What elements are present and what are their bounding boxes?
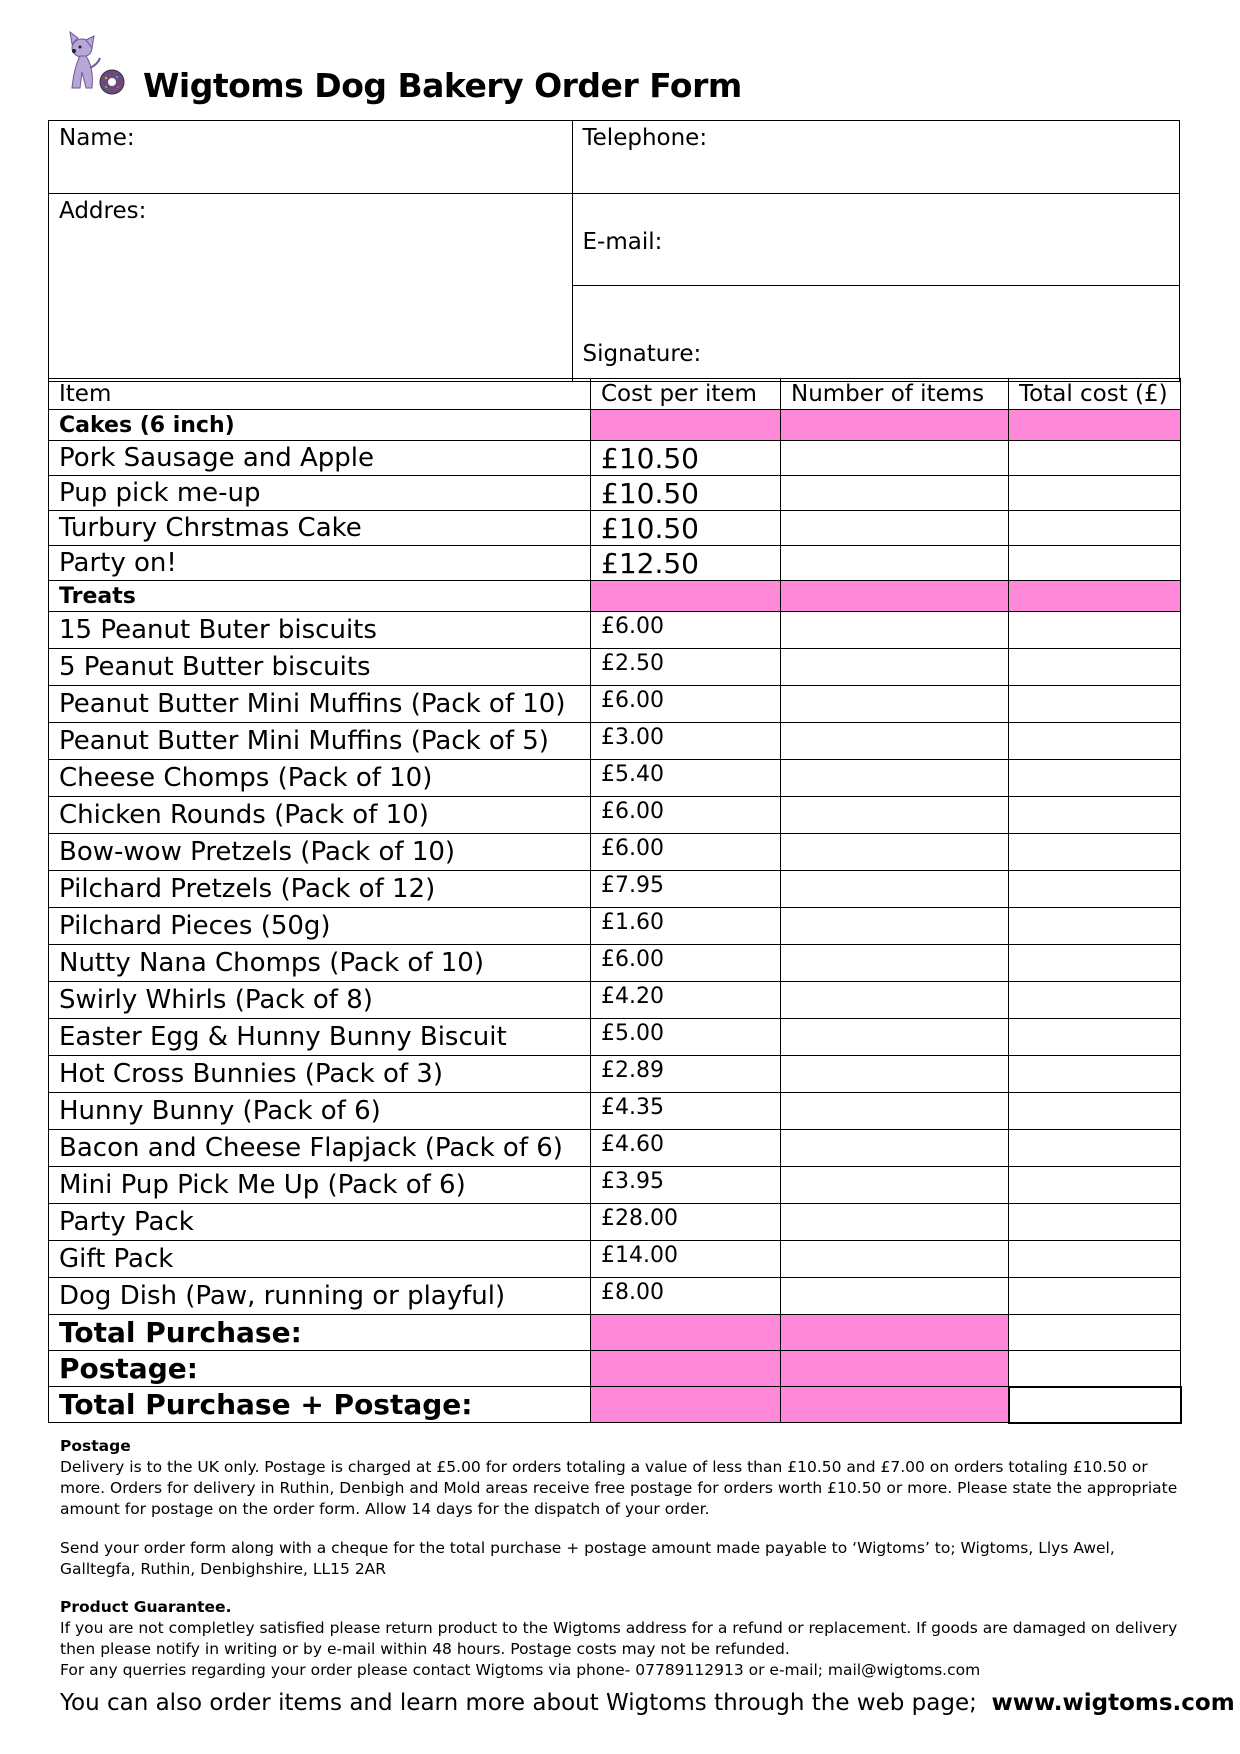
- item-price: £3.00: [591, 723, 781, 760]
- item-name: Pilchard Pretzels (Pack of 12): [49, 871, 591, 908]
- item-price: £5.40: [591, 760, 781, 797]
- postage-text: Delivery is to the UK only. Postage is charged at £5.00 for orders totaling a value of less than £10.50 and £7.00 on orders totaling £10.50 or more. Orders for delivery in Ruthin, Denbigh and Mold areas receive free postage for orders worth £10.50 or more. Please state the appropriate amount for postage on the order form. Allow 14 days for the dispatch of your order.: [60, 1458, 1178, 1518]
- totals-highlight-cell: [781, 1351, 1009, 1387]
- section-highlight-cell: [1009, 581, 1181, 612]
- total-cost-cell[interactable]: [1009, 612, 1181, 649]
- item-row: [49, 1167, 1181, 1204]
- total-cost-cell[interactable]: [1009, 441, 1181, 476]
- item-name: Gift Pack: [49, 1241, 591, 1278]
- total-cost-cell[interactable]: [1009, 686, 1181, 723]
- item-name: Pork Sausage and Apple: [49, 441, 591, 476]
- quantity-cell[interactable]: [781, 1093, 1009, 1130]
- quantity-cell[interactable]: [781, 686, 1009, 723]
- item-row: [49, 982, 1181, 1019]
- total-cost-cell[interactable]: [1009, 476, 1181, 511]
- guarantee-heading: Product Guarantee.: [60, 1598, 232, 1616]
- item-name: Turbury Chrstmas Cake: [49, 511, 591, 546]
- totals-highlight-cell: [591, 1315, 781, 1351]
- total-cost-cell[interactable]: [1009, 511, 1181, 546]
- guarantee-text: If you are not completley satisfied please return product to the Wigtoms address for a refund or replacement. If goods are damaged on delivery then please notify in writing or by e-mail within 48 hours. Postage costs may not be refunded.: [60, 1619, 1178, 1658]
- postage-section: [60, 1436, 1180, 1520]
- total-cost-cell[interactable]: [1009, 1167, 1181, 1204]
- item-name: Pilchard Pieces (50g): [49, 908, 591, 945]
- item-row: [49, 760, 1181, 797]
- total-cost-cell[interactable]: [1009, 1241, 1181, 1278]
- dog-logo-icon: [60, 28, 135, 98]
- item-row: [49, 908, 1181, 945]
- item-row: [49, 649, 1181, 686]
- item-name: 5 Peanut Butter biscuits: [49, 649, 591, 686]
- item-price: £10.50: [591, 511, 781, 546]
- column-header: Cost per item: [591, 379, 781, 410]
- item-row: [49, 871, 1181, 908]
- total-cost-cell[interactable]: [1009, 834, 1181, 871]
- item-price: £3.95: [591, 1167, 781, 1204]
- total-cost-cell[interactable]: [1009, 760, 1181, 797]
- signature-field[interactable]: [572, 286, 1179, 382]
- item-name: Party Pack: [49, 1204, 591, 1241]
- section-highlight-cell: [591, 581, 781, 612]
- column-header: Total cost (£): [1009, 379, 1181, 410]
- item-name: Hot Cross Bunnies (Pack of 3): [49, 1056, 591, 1093]
- name-label: Name:: [59, 125, 135, 151]
- total-cost-cell[interactable]: [1009, 908, 1181, 945]
- item-price: £6.00: [591, 797, 781, 834]
- item-name: Chicken Rounds (Pack of 10): [49, 797, 591, 834]
- item-name: Bow-wow Pretzels (Pack of 10): [49, 834, 591, 871]
- item-row: [49, 546, 1181, 581]
- item-price: £6.00: [591, 686, 781, 723]
- totals-row: [49, 1387, 1181, 1423]
- section-label: Treats: [49, 581, 591, 612]
- quantity-cell[interactable]: [781, 1130, 1009, 1167]
- quantity-cell[interactable]: [781, 441, 1009, 476]
- item-row: [49, 1019, 1181, 1056]
- totals-highlight-cell: [591, 1351, 781, 1387]
- queries-text: For any querries regarding your order please contact Wigtoms via phone- 07789112913 or e-mail; mail@wigtoms.com: [60, 1661, 981, 1679]
- item-name: Hunny Bunny (Pack of 6): [49, 1093, 591, 1130]
- item-name: Bacon and Cheese Flapjack (Pack of 6): [49, 1130, 591, 1167]
- quantity-cell[interactable]: [781, 1278, 1009, 1315]
- quantity-cell[interactable]: [781, 797, 1009, 834]
- item-row: [49, 1093, 1181, 1130]
- item-row: [49, 1278, 1181, 1315]
- item-price: £14.00: [591, 1241, 781, 1278]
- total-cost-cell[interactable]: [1009, 982, 1181, 1019]
- item-price: £4.60: [591, 1130, 781, 1167]
- item-name: Peanut Butter Mini Muffins (Pack of 10): [49, 686, 591, 723]
- totals-amount-cell[interactable]: [1009, 1387, 1181, 1423]
- totals-amount-cell[interactable]: [1009, 1315, 1181, 1351]
- item-row: [49, 612, 1181, 649]
- quantity-cell[interactable]: [781, 908, 1009, 945]
- item-price: £6.00: [591, 612, 781, 649]
- totals-row: [49, 1351, 1181, 1387]
- item-row: [49, 1204, 1181, 1241]
- item-price: £1.60: [591, 908, 781, 945]
- item-price: £2.50: [591, 649, 781, 686]
- item-row: [49, 1056, 1181, 1093]
- total-cost-cell[interactable]: [1009, 649, 1181, 686]
- web-order-line: [60, 1690, 1235, 1716]
- item-price: £10.50: [591, 441, 781, 476]
- item-name: Cheese Chomps (Pack of 10): [49, 760, 591, 797]
- section-label: Cakes (6 inch): [49, 410, 591, 441]
- item-name: Dog Dish (Paw, running or playful): [49, 1278, 591, 1315]
- total-cost-cell[interactable]: [1009, 945, 1181, 982]
- quantity-cell[interactable]: [781, 834, 1009, 871]
- item-price: £4.20: [591, 982, 781, 1019]
- quantity-cell[interactable]: [781, 982, 1009, 1019]
- total-cost-cell[interactable]: [1009, 1093, 1181, 1130]
- page-title: Wigtoms Dog Bakery Order Form: [143, 66, 742, 105]
- quantity-cell[interactable]: [781, 1204, 1009, 1241]
- item-row: [49, 511, 1181, 546]
- total-cost-cell[interactable]: [1009, 1278, 1181, 1315]
- order-table: [48, 378, 1182, 1424]
- item-row: [49, 476, 1181, 511]
- item-row: [49, 945, 1181, 982]
- totals-label: Postage:: [49, 1351, 591, 1387]
- totals-highlight-cell: [591, 1387, 781, 1423]
- send-instructions: Send your order form along with a cheque for the total purchase + postage amount made payable to ‘Wigtoms’ to; Wigtoms, Llys Awel, Galltegfa, Ruthin, Denbighshire, LL15 2AR: [60, 1539, 1115, 1578]
- item-row: [49, 834, 1181, 871]
- quantity-cell[interactable]: [781, 945, 1009, 982]
- email-field[interactable]: [572, 194, 1179, 286]
- item-price: £6.00: [591, 834, 781, 871]
- item-name: 15 Peanut Buter biscuits: [49, 612, 591, 649]
- section-highlight-cell: [1009, 410, 1181, 441]
- totals-label: Total Purchase + Postage:: [49, 1387, 591, 1423]
- item-row: [49, 686, 1181, 723]
- telephone-field[interactable]: [572, 121, 1179, 194]
- total-cost-cell[interactable]: [1009, 1130, 1181, 1167]
- quantity-cell[interactable]: [781, 476, 1009, 511]
- item-name: Pup pick me-up: [49, 476, 591, 511]
- contact-details-table: [48, 120, 1180, 382]
- name-field[interactable]: [49, 121, 573, 194]
- quantity-cell[interactable]: [781, 1019, 1009, 1056]
- item-row: [49, 797, 1181, 834]
- quantity-cell[interactable]: [781, 723, 1009, 760]
- item-price: £28.00: [591, 1204, 781, 1241]
- table-header-row: [49, 379, 1181, 410]
- total-cost-cell[interactable]: [1009, 797, 1181, 834]
- section-highlight-cell: [781, 581, 1009, 612]
- quantity-cell[interactable]: [781, 1056, 1009, 1093]
- item-row: [49, 723, 1181, 760]
- total-cost-cell[interactable]: [1009, 1019, 1181, 1056]
- web-url-link[interactable]: www.wigtoms.com: [991, 1690, 1235, 1716]
- totals-label: Total Purchase:: [49, 1315, 591, 1351]
- item-price: £7.95: [591, 871, 781, 908]
- section-row: [49, 410, 1181, 441]
- totals-row: [49, 1315, 1181, 1351]
- item-price: £10.50: [591, 476, 781, 511]
- totals-highlight-cell: [781, 1315, 1009, 1351]
- column-header: Number of items: [781, 379, 1009, 410]
- postage-heading: Postage: [60, 1437, 131, 1455]
- item-name: Party on!: [49, 546, 591, 581]
- total-cost-cell[interactable]: [1009, 546, 1181, 581]
- item-row: [49, 441, 1181, 476]
- item-price: £2.89: [591, 1056, 781, 1093]
- quantity-cell[interactable]: [781, 1241, 1009, 1278]
- item-price: £6.00: [591, 945, 781, 982]
- email-label: E-mail:: [582, 228, 663, 255]
- item-name: Nutty Nana Chomps (Pack of 10): [49, 945, 591, 982]
- section-highlight-cell: [781, 410, 1009, 441]
- item-price: £5.00: [591, 1019, 781, 1056]
- item-price: £8.00: [591, 1278, 781, 1315]
- signature-label: Signature:: [582, 341, 702, 367]
- item-row: [49, 1130, 1181, 1167]
- telephone-label: Telephone:: [582, 125, 708, 151]
- item-name: Easter Egg & Hunny Bunny Biscuit: [49, 1019, 591, 1056]
- total-cost-cell[interactable]: [1009, 1204, 1181, 1241]
- quantity-cell[interactable]: [781, 760, 1009, 797]
- guarantee-section: [60, 1597, 1180, 1681]
- item-name: Peanut Butter Mini Muffins (Pack of 5): [49, 723, 591, 760]
- total-cost-cell[interactable]: [1009, 1056, 1181, 1093]
- section-row: [49, 581, 1181, 612]
- totals-highlight-cell: [781, 1387, 1009, 1423]
- quantity-cell[interactable]: [781, 546, 1009, 581]
- total-cost-cell[interactable]: [1009, 723, 1181, 760]
- quantity-cell[interactable]: [781, 871, 1009, 908]
- item-row: [49, 1241, 1181, 1278]
- totals-amount-cell[interactable]: [1009, 1351, 1181, 1387]
- quantity-cell[interactable]: [781, 1167, 1009, 1204]
- column-header: Item: [49, 379, 591, 410]
- item-price: £4.35: [591, 1093, 781, 1130]
- item-name: Swirly Whirls (Pack of 8): [49, 982, 591, 1019]
- address-label: Addres:: [59, 198, 147, 224]
- address-field[interactable]: [49, 194, 573, 382]
- quantity-cell[interactable]: [781, 511, 1009, 546]
- total-cost-cell[interactable]: [1009, 871, 1181, 908]
- quantity-cell[interactable]: [781, 612, 1009, 649]
- quantity-cell[interactable]: [781, 649, 1009, 686]
- item-price: £12.50: [591, 546, 781, 581]
- section-highlight-cell: [591, 410, 781, 441]
- item-name: Mini Pup Pick Me Up (Pack of 6): [49, 1167, 591, 1204]
- web-text: You can also order items and learn more about Wigtoms through the web page;: [60, 1690, 977, 1716]
